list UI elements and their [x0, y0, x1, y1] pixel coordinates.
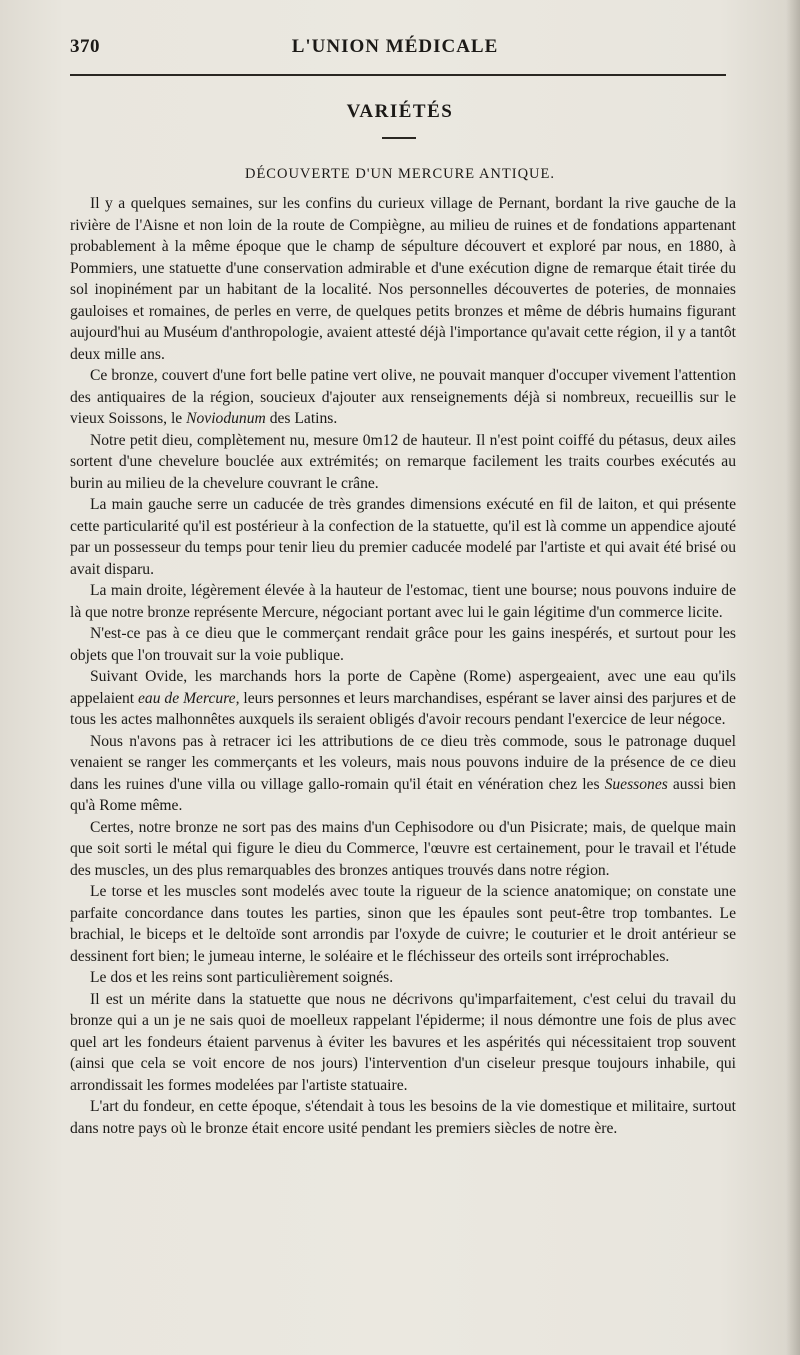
running-head [70, 36, 720, 64]
article-body [70, 193, 736, 1139]
journal-title: L'UNION MÉDICALE [291, 36, 499, 57]
paragraph: L'art du fondeur, en cette époque, s'étendait à tous les besoins de la vie domestique et militaire, surtout dans notre pays où le bronze était encore usité pendant les premiers siècles de notre ère. [70, 1098, 736, 1137]
section-title: VARIÉTÉS [346, 101, 454, 122]
italic-term: eau de Mercure, [138, 689, 240, 707]
paragraph: Le dos et les reins sont particulièrement soignés. [90, 969, 394, 986]
paragraph: Il y a quelques semaines, sur les confins du curieux village de Pernant, bordant la rive gauche de la rivière de l'Aisne et non loin de la route de Compiègne, au milieu de ruines et de fondations appartenant probablement à la même époque que le champ de sépulture découvert et exploré par nous, en 1880, à Pommiers, une statuette d'une conservation admirable et d'une exécution digne de remarque était tirée du sol inopinément par un habitant de la localité. Nos personnelles découvertes de poteries, de monnaies gauloises et romaines, de perles en verre, de quelques petits bronzes et même de débris humains figurant aujourd'hui au Muséum d'anthropologie, avaient attesté déjà l'importance qu'avait cette région, il y a tantôt deux mille ans. [70, 195, 736, 363]
paragraph: Certes, notre bronze ne sort pas des mains d'un Cephisodore ou d'un Pisicrate; mais, de quelque main que soit sorti le métal qui figure le dieu du Commerce, l'œuvre est certainement, pour le travail et l'étude des muscles, un des plus remarquables des bronzes antiques trouvés dans notre région. [70, 818, 736, 879]
page-number: 370 [70, 36, 100, 57]
paragraph: Le torse et les muscles sont modelés avec toute la rigueur de la science anatomique; on constate une parfaite concordance dans toutes les parties, sinon que les épaules sont peut-être trop tombantes. Le brachial, le biceps et le deltoïde sont arrondis par l'oxyde de cuivre; le couturier et le droit antérieur se dessinent fort bien; le jumeau interne, le soléaire et le fléchisseur des orteils sont irréprochables. [70, 883, 736, 965]
section-rule [382, 137, 416, 139]
paragraph: La main gauche serre un caducée de très grandes dimensions exécuté en fil de laiton, et qui présente cette particularité qu'il est postérieur à la confection de la statuette, qu'il est là comme un appendice ajouté par un possesseur du temps pour tenir lieu du premier caducée modelé par l'artiste et qui avait été brisé ou avait disparu. [70, 496, 736, 578]
paragraph: Nous n'avons pas à retracer ici les attributions de ce dieu très commode, sous le patronage duquel venaient se ranger les commerçants et les voleurs, mais nous pouvons induire de la présence de ce dieu dans les ruines d'une villa ou village gallo-romain qu'il était en vénération chez les Suessones aussi bien qu'à Rome même. [70, 732, 736, 814]
paragraph: N'est-ce pas à ce dieu que le commerçant rendait grâce pour les gains inespérés, et surtout pour les objets que l'on trouvait sur la voie publique. [70, 625, 736, 664]
italic-term: Suessones [604, 775, 668, 793]
paragraph: Il est un mérite dans la statuette que nous ne décrivons qu'imparfaitement, c'est celui du travail du bronze qui a un je ne sais quoi de moelleux rappelant l'épiderme; il nous démontre une fois de plus avec quel art les fondeurs étaient parvenus à éviter les bavures et les aspérités qui nécessitaient trop souvent (ainsi que cela se voit encore de nos jours) l'intervention d'un ciseleur presque toujours inhabile, qui arrondissait les formes modelées par l'artiste statuaire. [70, 990, 736, 1094]
page-edge-shadow [786, 0, 800, 1355]
italic-term: Noviodunum [186, 410, 266, 427]
paragraph: Ce bronze, couvert d'une fort belle patine vert olive, ne pouvait manquer d'occuper vivement l'attention des antiquaires de la région, soucieux d'ajouter aux renseignements déjà si nombreux, recueillis sur le vieux Soissons, le Noviodunum des Latins. [70, 367, 736, 427]
article-title: DÉCOUVERTE D'UN MERCURE ANTIQUE. [244, 166, 556, 182]
paragraph: La main droite, légèrement élevée à la hauteur de l'estomac, tient une bourse; nous pouvons induire de là que notre bronze représente Mercure, négociant portant avec lui le gain légitime d'un commerce licite. [70, 582, 736, 621]
paragraph: Suivant Ovide, les marchands hors la porte de Capène (Rome) aspergeaient, avec une eau qu'ils appelaient eau de Mercure, leurs personnes et leurs marchandises, espérant se laver ainsi des parjures et de tous les actes malhonnêtes auxquels ils seraient obligés d'avoir recours pendant l'exercice de leur négoce. [70, 668, 736, 728]
header-rule [70, 74, 726, 76]
paragraph: Notre petit dieu, complètement nu, mesure 0m12 de hauteur. Il n'est point coiffé du pétasus, deux ailes sortent d'une chevelure bouclée aux extrémités; on remarque facilement les traits courbes exécutés au burin au milieu de la chevelure couvrant le crâne. [70, 431, 736, 492]
